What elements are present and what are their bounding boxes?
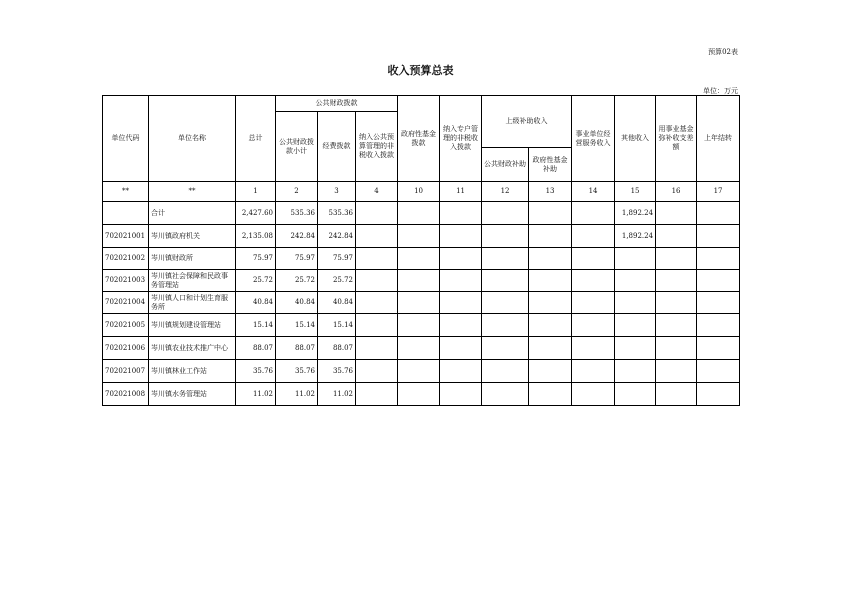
unit-code-cell: 702021004 xyxy=(103,292,149,314)
table-row xyxy=(103,225,740,248)
empty-cell xyxy=(482,225,529,248)
empty-cell xyxy=(482,314,529,337)
total-cell: 25.72 xyxy=(236,270,276,292)
header-unit-code: 单位代码 xyxy=(103,96,149,182)
empty-cell xyxy=(529,202,572,225)
empty-cell xyxy=(440,248,482,270)
operating-cell: 40.84 xyxy=(318,292,356,314)
empty-cell xyxy=(572,360,615,383)
total-cell: 75.97 xyxy=(236,248,276,270)
column-index-row xyxy=(103,182,740,202)
index-cell: 1 xyxy=(236,182,276,202)
unit-name-cell: 岑川镇规划建设管理站 xyxy=(149,314,236,337)
header-fund-offset: 用事业基金弥补收支差额 xyxy=(656,96,697,182)
table-row xyxy=(103,337,740,360)
empty-cell xyxy=(482,248,529,270)
empty-cell xyxy=(440,292,482,314)
empty-cell xyxy=(482,360,529,383)
table-row xyxy=(103,270,740,292)
form-code: 预算02表 xyxy=(708,48,738,56)
empty-cell xyxy=(572,337,615,360)
other-income-cell xyxy=(615,337,656,360)
empty-cell xyxy=(697,292,740,314)
empty-cell xyxy=(529,337,572,360)
subtotal-cell: 75.97 xyxy=(276,248,318,270)
unit-name-cell: 岑川镇水务管理站 xyxy=(149,383,236,406)
empty-cell xyxy=(529,314,572,337)
subtotal-cell: 25.72 xyxy=(276,270,318,292)
unit-name-cell: 岑川镇社会保障和民政事务管理站 xyxy=(149,270,236,292)
empty-cell xyxy=(529,292,572,314)
unit-code-cell: 702021008 xyxy=(103,383,149,406)
subtotal-cell: 88.07 xyxy=(276,337,318,360)
empty-cell xyxy=(440,202,482,225)
empty-cell xyxy=(482,383,529,406)
empty-cell xyxy=(697,225,740,248)
empty-cell xyxy=(697,270,740,292)
empty-cell xyxy=(656,337,697,360)
income-budget-table xyxy=(102,95,740,406)
empty-cell xyxy=(572,225,615,248)
header-public-finance: 公共财政拨款 xyxy=(276,96,398,112)
subtotal-cell: 40.84 xyxy=(276,292,318,314)
unit-name-cell: 岑川镇政府机关 xyxy=(149,225,236,248)
total-cell: 2,135.08 xyxy=(236,225,276,248)
header-operating-funds: 经费拨款 xyxy=(318,112,356,182)
empty-cell xyxy=(440,337,482,360)
total-cell: 15.14 xyxy=(236,314,276,337)
index-cell: 2 xyxy=(276,182,318,202)
unit-name-cell: 岑川镇财政所 xyxy=(149,248,236,270)
empty-cell xyxy=(398,292,440,314)
empty-cell xyxy=(398,383,440,406)
table-row xyxy=(103,248,740,270)
header-total: 总计 xyxy=(236,96,276,182)
header-nontax-special: 纳入专户管理的非税收入拨款 xyxy=(440,96,482,182)
empty-cell xyxy=(482,337,529,360)
empty-cell xyxy=(398,248,440,270)
empty-cell xyxy=(529,225,572,248)
empty-cell xyxy=(482,292,529,314)
empty-cell xyxy=(656,202,697,225)
empty-cell xyxy=(356,314,398,337)
empty-cell xyxy=(572,314,615,337)
empty-cell xyxy=(398,202,440,225)
header-gov-fund-subsidy: 政府性基金补助 xyxy=(529,148,572,182)
unit-code-cell xyxy=(103,202,149,225)
empty-cell xyxy=(697,337,740,360)
empty-cell xyxy=(398,314,440,337)
index-cell: 12 xyxy=(482,182,529,202)
header-prev-year-carryover: 上年结转 xyxy=(697,96,740,182)
total-cell: 35.76 xyxy=(236,360,276,383)
index-cell: 3 xyxy=(318,182,356,202)
index-cell: 11 xyxy=(440,182,482,202)
other-income-cell xyxy=(615,292,656,314)
empty-cell xyxy=(356,202,398,225)
page-title: 收入预算总表 xyxy=(387,64,454,77)
other-income-cell xyxy=(615,360,656,383)
unit-name-cell: 岑川镇林业工作站 xyxy=(149,360,236,383)
operating-cell: 242.84 xyxy=(318,225,356,248)
other-income-cell xyxy=(615,248,656,270)
total-cell: 88.07 xyxy=(236,337,276,360)
unit-label: 单位：万元 xyxy=(703,87,738,95)
subtotal-cell: 242.84 xyxy=(276,225,318,248)
empty-cell xyxy=(697,202,740,225)
operating-cell: 88.07 xyxy=(318,337,356,360)
empty-cell xyxy=(697,360,740,383)
operating-cell: 11.02 xyxy=(318,383,356,406)
empty-cell xyxy=(356,270,398,292)
empty-cell xyxy=(440,383,482,406)
index-cell: 10 xyxy=(398,182,440,202)
index-cell: 4 xyxy=(356,182,398,202)
empty-cell xyxy=(572,202,615,225)
unit-name-cell: 合计 xyxy=(149,202,236,225)
empty-cell xyxy=(572,383,615,406)
operating-cell: 75.97 xyxy=(318,248,356,270)
other-income-cell: 1,892.24 xyxy=(615,202,656,225)
header-public-finance-subsidy: 公共财政补助 xyxy=(482,148,529,182)
header-public-finance-subtotal: 公共财政拨款小计 xyxy=(276,112,318,182)
index-cell: ** xyxy=(103,182,149,202)
index-cell: 15 xyxy=(615,182,656,202)
operating-cell: 535.36 xyxy=(318,202,356,225)
empty-cell xyxy=(697,314,740,337)
total-cell: 2,427.60 xyxy=(236,202,276,225)
empty-cell xyxy=(529,360,572,383)
operating-cell: 25.72 xyxy=(318,270,356,292)
index-cell: 14 xyxy=(572,182,615,202)
empty-cell xyxy=(656,314,697,337)
empty-cell xyxy=(656,248,697,270)
unit-code-cell: 702021006 xyxy=(103,337,149,360)
empty-cell xyxy=(398,337,440,360)
empty-cell xyxy=(356,337,398,360)
empty-cell xyxy=(356,225,398,248)
empty-cell xyxy=(697,383,740,406)
other-income-cell xyxy=(615,270,656,292)
table-row xyxy=(103,360,740,383)
header-business-income: 事业单位经营服务收入 xyxy=(572,96,615,182)
total-cell: 40.84 xyxy=(236,292,276,314)
empty-cell xyxy=(656,270,697,292)
operating-cell: 15.14 xyxy=(318,314,356,337)
unit-name-cell: 岑川镇人口和计划生育服务所 xyxy=(149,292,236,314)
empty-cell xyxy=(482,270,529,292)
empty-cell xyxy=(572,270,615,292)
unit-name-cell: 岑川镇农业技术推广中心 xyxy=(149,337,236,360)
empty-cell xyxy=(656,225,697,248)
table-row xyxy=(103,383,740,406)
empty-cell xyxy=(356,292,398,314)
subtotal-cell: 15.14 xyxy=(276,314,318,337)
empty-cell xyxy=(440,270,482,292)
header-upper-subsidy: 上级补助收入 xyxy=(482,96,572,148)
empty-cell xyxy=(656,383,697,406)
other-income-cell: 1,892.24 xyxy=(615,225,656,248)
subtotal-cell: 11.02 xyxy=(276,383,318,406)
empty-cell xyxy=(697,248,740,270)
other-income-cell xyxy=(615,383,656,406)
header-unit-name: 单位名称 xyxy=(149,96,236,182)
empty-cell xyxy=(656,292,697,314)
other-income-cell xyxy=(615,314,656,337)
empty-cell xyxy=(398,360,440,383)
table-row xyxy=(103,314,740,337)
header-nontax-in-budget: 纳入公共预算管理的非税收入拨款 xyxy=(356,112,398,182)
empty-cell xyxy=(398,225,440,248)
empty-cell xyxy=(356,360,398,383)
empty-cell xyxy=(529,248,572,270)
empty-cell xyxy=(529,383,572,406)
empty-cell xyxy=(656,360,697,383)
index-cell: ** xyxy=(149,182,236,202)
empty-cell xyxy=(529,270,572,292)
header-gov-fund: 政府性基金拨款 xyxy=(398,96,440,182)
table-row xyxy=(103,292,740,314)
subtotal-cell: 35.76 xyxy=(276,360,318,383)
unit-code-cell: 702021003 xyxy=(103,270,149,292)
empty-cell xyxy=(356,383,398,406)
header-other-income: 其他收入 xyxy=(615,96,656,182)
subtotal-cell: 535.36 xyxy=(276,202,318,225)
index-cell: 16 xyxy=(656,182,697,202)
unit-code-cell: 702021002 xyxy=(103,248,149,270)
empty-cell xyxy=(440,360,482,383)
empty-cell xyxy=(572,248,615,270)
total-cell: 11.02 xyxy=(236,383,276,406)
index-cell: 13 xyxy=(529,182,572,202)
empty-cell xyxy=(572,292,615,314)
empty-cell xyxy=(482,202,529,225)
operating-cell: 35.76 xyxy=(318,360,356,383)
empty-cell xyxy=(356,248,398,270)
table-row-total xyxy=(103,202,740,225)
index-cell: 17 xyxy=(697,182,740,202)
empty-cell xyxy=(440,225,482,248)
empty-cell xyxy=(398,270,440,292)
empty-cell xyxy=(440,314,482,337)
unit-code-cell: 702021007 xyxy=(103,360,149,383)
unit-code-cell: 702021005 xyxy=(103,314,149,337)
unit-code-cell: 702021001 xyxy=(103,225,149,248)
